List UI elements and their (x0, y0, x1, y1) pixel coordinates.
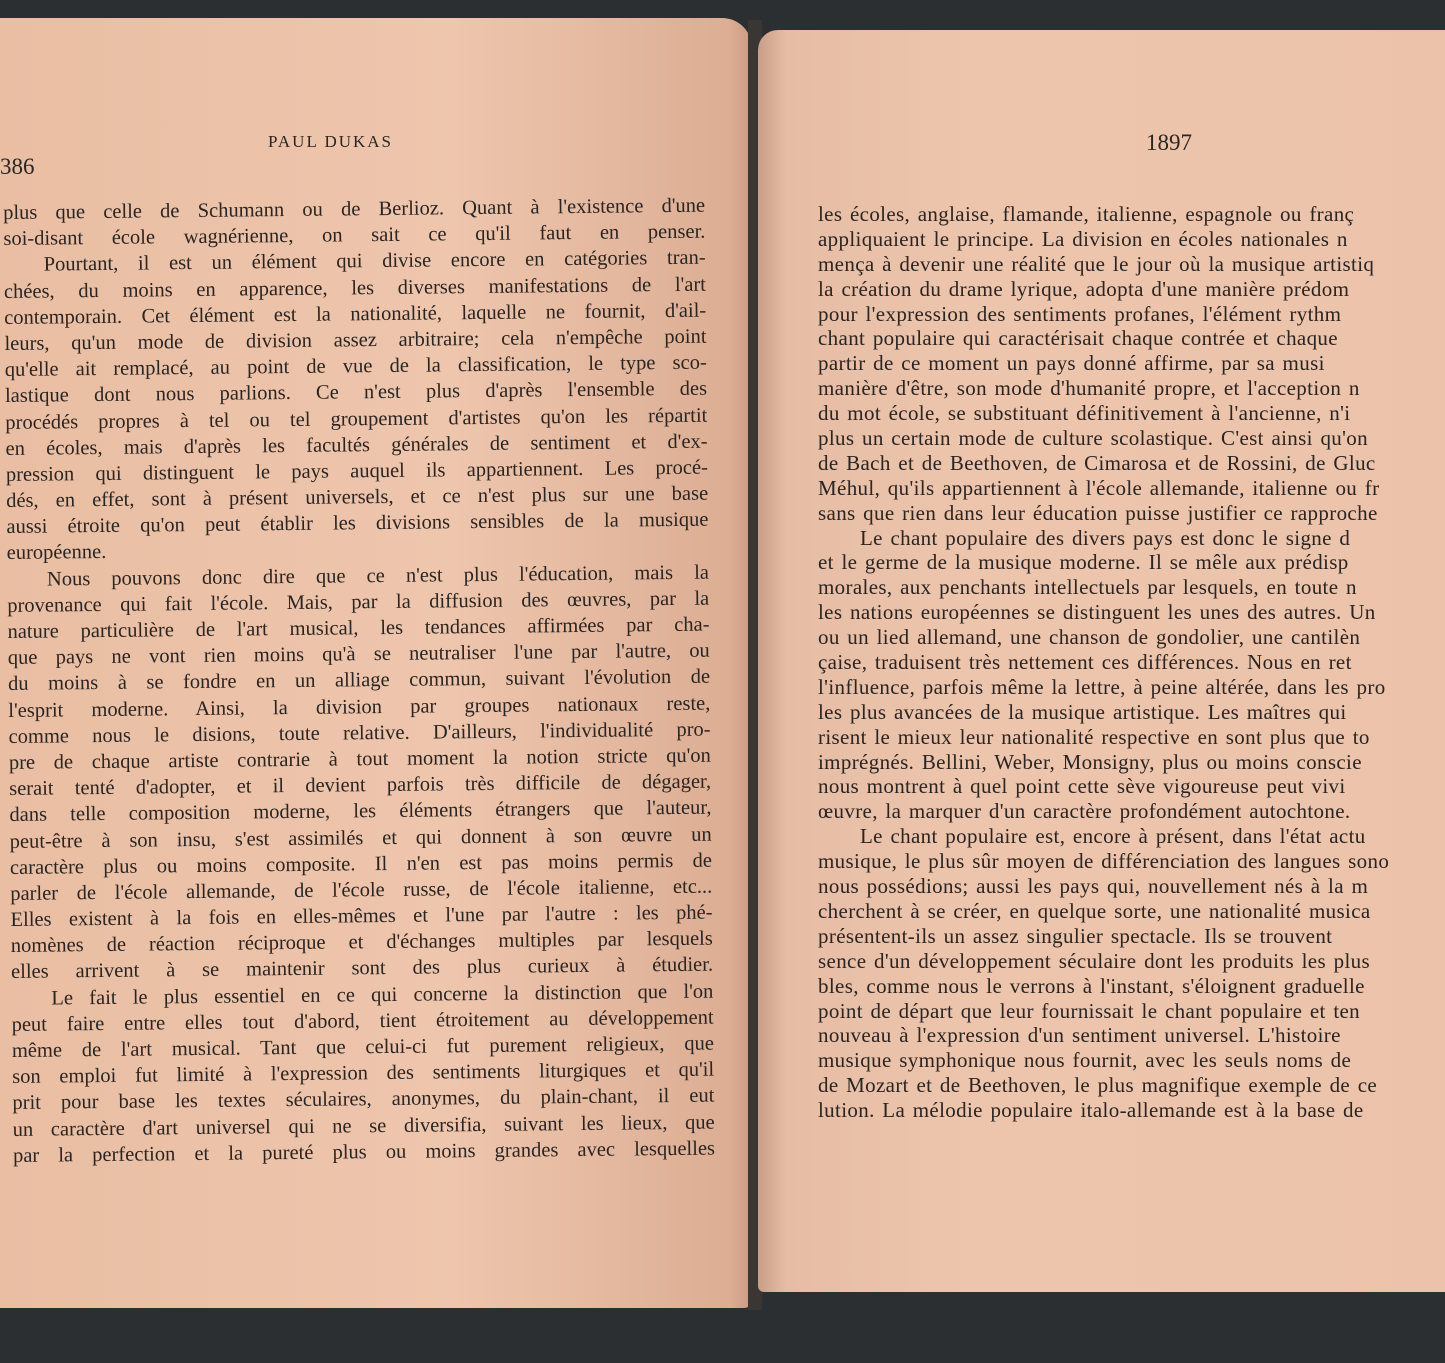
text-line: contemporain. Cet élément est la nationalité, laquelle ne fournit, d'ail- (4, 299, 707, 329)
text-line: sence d'un développement séculaire dont les produits les plus (818, 948, 1371, 973)
text-line: plus un certain mode de culture scolastique. C'est ainsi qu'on (818, 426, 1368, 451)
text-line: nature particulière de l'art musical, les tendances affirmées par cha- (7, 613, 710, 643)
left-page (0, 18, 752, 1308)
text-line: du moins à se fondre en un alliage commun, suivant l'évolution de (7, 665, 711, 696)
text-line: les plus avancées de la musique artistique. Les maîtres qui (818, 699, 1347, 724)
text-line: par la perfection et la pureté plus ou moins grandes avec lesquelles (12, 1137, 716, 1167)
text-line: musique symphonique nous fournit, avec les seuls noms de (818, 1048, 1352, 1073)
text-line: chées, du moins en apparence, les diverses manifestations de l'art (3, 273, 707, 303)
text-line: de Mozart et de Beethoven, le plus magnifique exemple de ce (818, 1073, 1378, 1098)
text-line: qu'elle ait remplacé, au point de vue de la classification, le type sco- (4, 351, 707, 382)
page-number: 386 (0, 154, 35, 179)
text-line: lastique dont nous parlions. Ce n'est plus d'après l'ensemble des (4, 377, 708, 408)
text-line: leurs, qu'un mode de division assez arbitraire; cela n'empêche point (4, 325, 707, 355)
text-line: européenne. (6, 541, 107, 565)
text-line: nomènes de réaction réciproque et d'échanges multiples par lesquels (10, 927, 713, 958)
text-line: ou un lied allemand, une chanson de gondolier, une cantilèn (818, 625, 1361, 650)
text-line: pour l'expression des sentiments profanes, l'élément rythm (818, 301, 1342, 326)
text-line: que pays ne vont rien moins qu'à se neutraliser l'une par l'autre, ou (7, 639, 710, 670)
text-line: procédés propres à tel ou tel groupement d'artistes qu'on les répartit (5, 404, 708, 434)
running-head: PAUL DUKAS (268, 132, 394, 151)
text-line: soi-disant école wagnérienne, on sait ce qu'il faut en penser. (3, 220, 706, 251)
right-page (758, 30, 1445, 1292)
text-line: imprégnés. Bellini, Weber, Monsigny, plus ou moins conscie (818, 749, 1362, 774)
text-line: Pourtant, il est un élément qui divise encore en catégories tran- (43, 247, 706, 276)
text-line: Le chant populaire des divers pays est donc le signe d (860, 525, 1351, 550)
text-line: prit pour base les textes séculaires, anonymes, du plain-chant, il eut (12, 1084, 715, 1115)
text-line: son emploi fut limité à l'expression des sentiments liturgiques et qu'il (12, 1058, 715, 1089)
text-line: de Bach et de Beethoven, de Cimarosa et de Rossini, de Gluc (818, 450, 1376, 475)
text-line: œuvre, la marquer d'un caractère profondément autochtone. (818, 799, 1351, 824)
text-line: plus que celle de Schumann ou de Berlioz. Quant à l'existence d'une (3, 194, 706, 224)
text-line: Le fait le plus essentiel en ce qui concerne la distinction que l'on (51, 980, 714, 1010)
text-line: peut faire entre elles tout d'abord, tient étroitement au développement (11, 1006, 714, 1036)
text-line: nous possédions; aussi les pays qui, nouvellement nés à la m (818, 874, 1369, 899)
text-line: caractère plus ou moins composite. Il n'en est pas moins permis de (9, 849, 713, 879)
text-line: Elles existent à la fois en elles-mêmes et l'une par l'autre : les phé- (10, 901, 713, 932)
text-line: même de l'art musical. Tant que celui-ci fut purement religieux, que (11, 1032, 714, 1062)
text-line: dés, en effet, sont à présent universels, et ce n'est plus sur une base (6, 482, 709, 513)
text-line: aussi étroite qu'on peut établir les divisions sensibles de la musique (6, 508, 709, 539)
text-line: en écoles, mais d'après les facultés générales de sentiment et d'ex- (5, 430, 708, 460)
left-page-text (3, 193, 715, 1169)
text-line: manière d'être, son mode d'humanité propre, et l'acception n (818, 376, 1360, 401)
text-line: dans telle composition moderne, les éléments étrangers que l'auteur, (9, 796, 712, 827)
text-line: comme nous le disions, toute relative. D'ailleurs, l'individualité pro- (8, 718, 711, 748)
text-line: mença à devenir une réalité que le jour où la musique artistiq (818, 251, 1375, 276)
text-line: Le chant populaire est, encore à présent, dans l'état actu (860, 824, 1366, 849)
text-line: Nous pouvons donc dire que ce n'est plus l'éducation, mais la (46, 561, 710, 591)
text-line: présentent-ils un assez singulier spectacle. Ils se trouvent (818, 923, 1333, 948)
text-line: l'esprit moderne. Ainsi, la division par groupes nationaux reste, (8, 692, 711, 722)
text-line: morales, aux penchants intellectuels par lesquels, en toute n (818, 575, 1357, 600)
text-line: lution. La mélodie populaire italo-allemande est à la base de (818, 1098, 1364, 1123)
text-line: provenance qui fait l'école. Mais, par la diffusion des œuvres, par la (7, 587, 710, 617)
text-line: nous montrent à quel point cette sève vigoureuse peut vivi (818, 774, 1346, 799)
text-line: peut-être à son insu, s'est assimilés et qui donnent à son œuvre un (9, 823, 712, 853)
text-line: elles arrivent à se maintenir sont des plus curieux à étudier. (10, 954, 714, 984)
text-line: bles, comme nous le verrons à l'instant, s'éloignent graduelle (818, 973, 1365, 998)
text-line: point de départ que leur fournissait le chant populaire et ten (818, 998, 1361, 1023)
text-line: nouveau à l'expression d'un sentiment universel. L'histoire (818, 1023, 1341, 1048)
text-line: un caractère d'art universel qui ne se diversifia, suivant les lieux, que (12, 1111, 715, 1141)
text-line: l'influence, parfois même la lettre, à peine altérée, dans les pro (818, 674, 1386, 699)
text-line: chant populaire qui caractérisait chaque contrée et chaque (818, 326, 1338, 351)
text-line: parler de l'école allemande, de l'école russe, de l'école italienne, etc... (10, 875, 713, 905)
text-line: sans que rien dans leur éducation puisse justifier ce rapproche (818, 500, 1378, 525)
text-line: Méhul, qu'ils appartiennent à l'école allemande, italienne ou fr (818, 475, 1380, 500)
text-line: çaise, traduisent très nettement ces différences. Nous en ret (818, 650, 1352, 675)
text-line: partir de ce moment un pays donné affirme, par sa musi (818, 351, 1325, 376)
text-line: musique, le plus sûr moyen de différenciation des langues sono (818, 849, 1390, 874)
text-line: la création du drame lyrique, adopta d'une manière prédom (818, 276, 1350, 301)
text-line: les écoles, anglaise, flamande, italienne, espagnole ou franç (818, 202, 1355, 226)
text-line: risent le mieux leur nationalité respective en sont plus que to (818, 724, 1370, 749)
text-line: cherchent à se créer, en quelque sorte, une nationalité musica (818, 898, 1371, 923)
text-line: du mot école, se substituant définitivement à l'ancienne, n'i (818, 401, 1351, 426)
right-page-text (818, 202, 1389, 1123)
text-line: appliquaient le principe. La division en écoles nationales n (818, 226, 1348, 251)
text-line: les nations européennes se distinguent les unes des autres. Un (818, 600, 1376, 625)
text-line: pression qui distinguent le pays auquel ils appartiennent. Les procé- (5, 456, 708, 486)
text-line: pre de chaque artiste contrarie à tout moment la notion stricte qu'on (8, 744, 711, 774)
text-line: et le germe de la musique moderne. Il se mêle aux prédisp (818, 550, 1349, 575)
text-line: serait tenté d'adopter, et il devient parfois très difficile de dégager, (9, 770, 712, 801)
running-head-year: 1897 (1146, 130, 1192, 155)
